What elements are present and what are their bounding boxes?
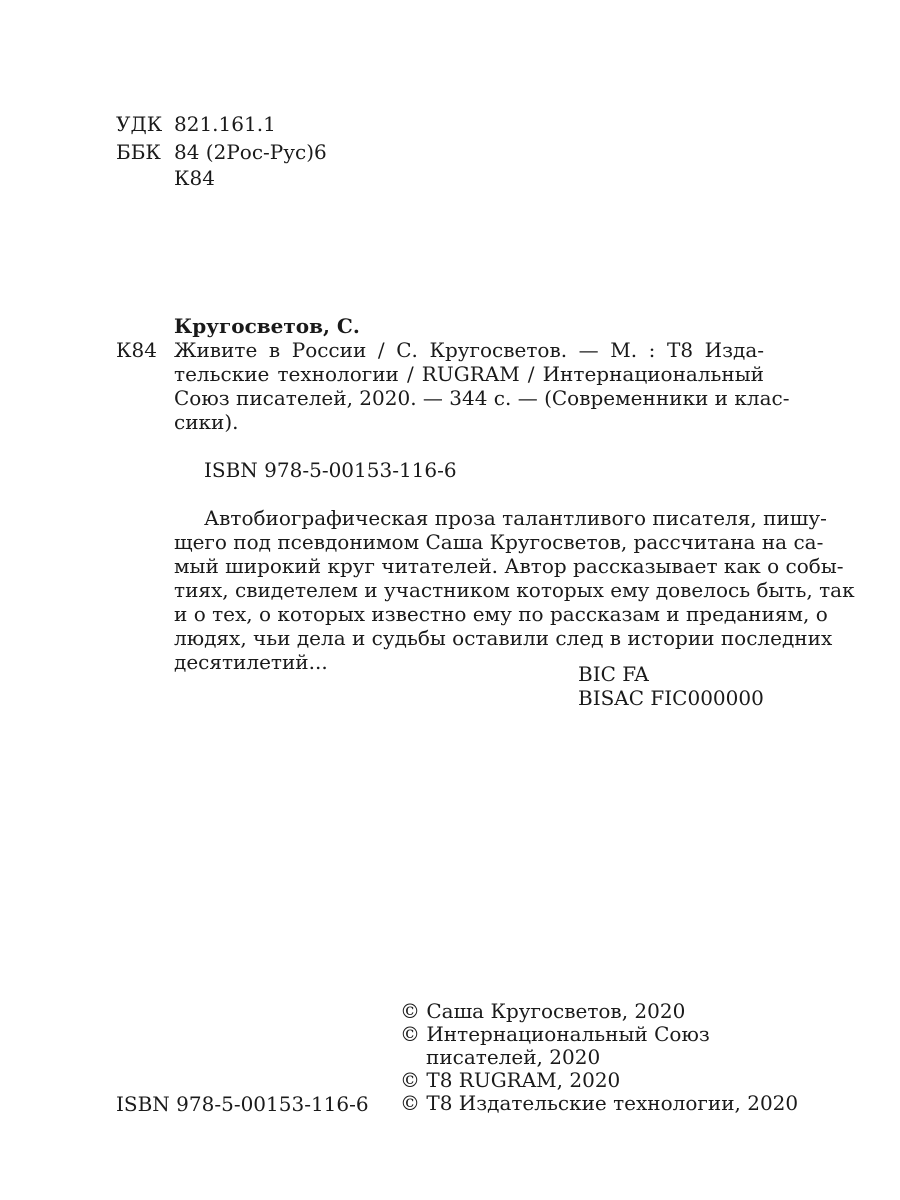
author-name: Кругосветов, С.	[174, 314, 360, 338]
author-sign: К84	[174, 166, 215, 190]
copyright-line: © Интернациональный Союз	[400, 1022, 710, 1046]
bibliographic-description	[174, 338, 790, 434]
annotation-line: и о тех, о которых известно ему по рассказам и преданиям, о	[174, 602, 828, 626]
annotation-line: щего под псевдонимом Саша Кругосветов, рассчитана на са-	[174, 530, 824, 554]
copyright-line: © Саша Кругосветов, 2020	[400, 999, 686, 1023]
annotation	[174, 506, 855, 674]
description-line: Живите в России / С. Кругосветов. — М. : Т8 Изда-	[174, 338, 764, 362]
copyright-line: © Т8 RUGRAM, 2020	[400, 1068, 621, 1092]
copyright-block	[400, 1000, 798, 1115]
annotation-line: десятилетий...	[174, 650, 328, 674]
description-line: сики).	[174, 410, 239, 434]
description-line: Союз писателей, 2020. — 344 с. — (Современники и клас-	[174, 386, 790, 410]
annotation-line: мый широкий круг читателей. Автор рассказывает как о собы-	[174, 554, 844, 578]
annotation-line: людях, чьи дела и судьбы оставили след в истории последних	[174, 626, 833, 650]
bbk-value: 84 (2Рос-Рус)6	[174, 140, 327, 164]
copyright-line: писателей, 2020	[426, 1045, 601, 1069]
bbk-label: ББК	[116, 140, 161, 164]
annotation-line: Автобиографическая проза талантливого писателя, пишу-	[204, 506, 827, 530]
udk-label: УДК	[116, 112, 163, 136]
isbn-main: ISBN 978-5-00153-116-6	[204, 458, 457, 482]
bic-code: BIC FA	[578, 662, 649, 686]
bisac-code: BISAC FIC000000	[578, 686, 764, 710]
udk-value: 821.161.1	[174, 112, 276, 136]
isbn-footer: ISBN 978-5-00153-116-6	[116, 1092, 369, 1116]
description-line: тельские технологии / RUGRAM / Интернациональный	[174, 362, 764, 386]
author-code: К84	[116, 338, 157, 362]
copyright-line: © Т8 Издательские технологии, 2020	[400, 1091, 799, 1115]
annotation-line: тиях, свидетелем и участником которых ему довелось быть, так	[174, 578, 855, 602]
